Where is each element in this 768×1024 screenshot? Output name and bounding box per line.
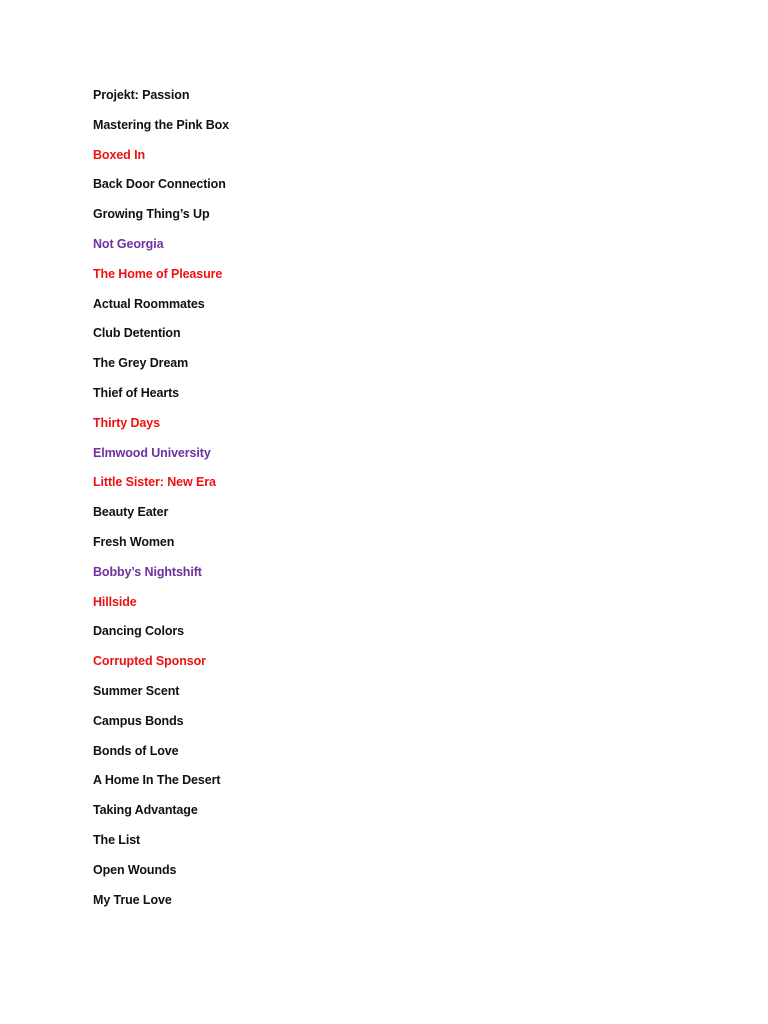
title-item: Taking Advantage	[93, 803, 198, 818]
title-item: Actual Roommates	[93, 296, 205, 311]
title-item: The Grey Dream	[93, 356, 189, 371]
title-item: The List	[93, 832, 141, 847]
title-item: Campus Bonds	[93, 713, 184, 728]
title-item: Corrupted Sponsor	[93, 654, 206, 669]
title-item: Projekt: Passion	[93, 88, 190, 102]
title-item: Beauty Eater	[93, 505, 169, 520]
title-item: Club Detention	[93, 326, 181, 341]
title-list	[93, 86, 229, 920]
title-item: Hillside	[93, 594, 137, 609]
title-item: A Home In The Desert	[93, 773, 221, 788]
title-item: Bonds of Love	[93, 743, 179, 758]
title-item: Dancing Colors	[93, 624, 184, 639]
title-item: Little Sister: New Era	[93, 475, 216, 490]
title-item: Fresh Women	[93, 534, 175, 549]
title-item: Not Georgia	[93, 236, 164, 251]
title-item: Elmwood University	[93, 445, 211, 460]
title-item: Growing Thing’s Up	[93, 207, 210, 222]
title-item: Thief of Hearts	[93, 385, 180, 400]
title-item: The Home of Pleasure	[93, 266, 223, 281]
title-item: Bobby’s Nightshift	[93, 564, 202, 579]
title-item: Summer Scent	[93, 683, 180, 698]
title-item: Open Wounds	[93, 862, 177, 877]
title-item: Back Door Connection	[93, 177, 226, 192]
title-item: Thirty Days	[93, 415, 160, 430]
title-item: Boxed In	[93, 147, 145, 162]
title-item: Mastering the Pink Box	[93, 117, 230, 132]
title-item: My True Love	[93, 892, 172, 907]
